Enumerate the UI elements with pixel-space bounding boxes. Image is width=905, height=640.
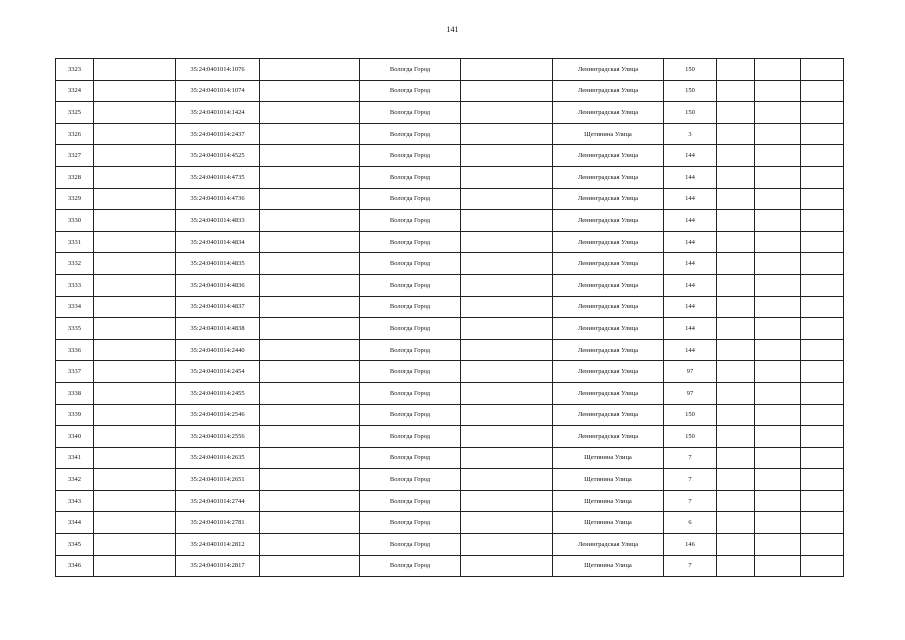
house-number-cell: 7	[664, 447, 717, 469]
table-row	[56, 555, 844, 577]
cadastral-number-cell: 35:24:0401014:2781	[176, 512, 260, 534]
city-cell: Вологда Город	[360, 555, 461, 577]
city-cell: Вологда Город	[360, 123, 461, 145]
row-number-cell: 3342	[56, 469, 94, 491]
row-number-cell: 3325	[56, 102, 94, 124]
table-row	[56, 426, 844, 448]
empty-cell	[801, 80, 844, 102]
table-row	[56, 145, 844, 167]
city-cell: Вологда Город	[360, 361, 461, 383]
cadastral-number-cell: 35:24:0401014:2454	[176, 361, 260, 383]
empty-cell	[801, 339, 844, 361]
city-cell: Вологда Город	[360, 490, 461, 512]
empty-cell	[755, 145, 801, 167]
row-number-cell: 3334	[56, 296, 94, 318]
row-number-cell: 3338	[56, 382, 94, 404]
empty-cell	[755, 382, 801, 404]
cadastral-number-cell: 35:24:0401014:4837	[176, 296, 260, 318]
house-number-cell: 150	[664, 426, 717, 448]
empty-cell	[260, 490, 360, 512]
house-number-cell: 144	[664, 253, 717, 275]
empty-cell	[260, 361, 360, 383]
empty-cell	[461, 166, 553, 188]
table-row	[56, 274, 844, 296]
house-number-cell: 7	[664, 555, 717, 577]
empty-cell	[94, 382, 176, 404]
row-number-cell: 3346	[56, 555, 94, 577]
house-number-cell: 150	[664, 404, 717, 426]
empty-cell	[717, 361, 755, 383]
cadastral-number-cell: 35:24:0401014:4836	[176, 274, 260, 296]
empty-cell	[755, 361, 801, 383]
empty-cell	[755, 512, 801, 534]
street-cell: Ленинградская Улица	[553, 296, 664, 318]
house-number-cell: 144	[664, 188, 717, 210]
empty-cell	[717, 534, 755, 556]
empty-cell	[717, 166, 755, 188]
empty-cell	[260, 339, 360, 361]
empty-cell	[461, 382, 553, 404]
empty-cell	[717, 274, 755, 296]
row-number-cell: 3336	[56, 339, 94, 361]
empty-cell	[94, 274, 176, 296]
row-number-cell: 3323	[56, 59, 94, 81]
empty-cell	[755, 274, 801, 296]
house-number-cell: 3	[664, 123, 717, 145]
table-body	[56, 59, 844, 577]
empty-cell	[801, 426, 844, 448]
empty-cell	[717, 123, 755, 145]
street-cell: Ленинградская Улица	[553, 534, 664, 556]
empty-cell	[755, 123, 801, 145]
empty-cell	[717, 59, 755, 81]
city-cell: Вологда Город	[360, 274, 461, 296]
empty-cell	[260, 447, 360, 469]
city-cell: Вологда Город	[360, 59, 461, 81]
empty-cell	[755, 253, 801, 275]
empty-cell	[94, 253, 176, 275]
row-number-cell: 3337	[56, 361, 94, 383]
empty-cell	[260, 102, 360, 124]
street-cell: Ленинградская Улица	[553, 80, 664, 102]
empty-cell	[801, 253, 844, 275]
empty-cell	[801, 296, 844, 318]
empty-cell	[755, 339, 801, 361]
cadastral-number-cell: 35:24:0401014:4735	[176, 166, 260, 188]
cadastral-number-cell: 35:24:0401014:2455	[176, 382, 260, 404]
cadastral-number-cell: 35:24:0401014:4834	[176, 231, 260, 253]
city-cell: Вологда Город	[360, 102, 461, 124]
row-number-cell: 3339	[56, 404, 94, 426]
empty-cell	[801, 469, 844, 491]
empty-cell	[461, 469, 553, 491]
street-cell: Ленинградская Улица	[553, 426, 664, 448]
street-cell: Ленинградская Улица	[553, 59, 664, 81]
row-number-cell: 3335	[56, 318, 94, 340]
cadastral-number-cell: 35:24:0401014:2812	[176, 534, 260, 556]
table-row	[56, 102, 844, 124]
empty-cell	[461, 123, 553, 145]
street-cell: Ленинградская Улица	[553, 253, 664, 275]
empty-cell	[260, 382, 360, 404]
empty-cell	[755, 469, 801, 491]
empty-cell	[755, 59, 801, 81]
empty-cell	[260, 404, 360, 426]
empty-cell	[260, 534, 360, 556]
cadastral-number-cell: 35:24:0401014:2635	[176, 447, 260, 469]
empty-cell	[260, 296, 360, 318]
table-row	[56, 231, 844, 253]
house-number-cell: 144	[664, 145, 717, 167]
empty-cell	[94, 59, 176, 81]
house-number-cell: 144	[664, 210, 717, 232]
city-cell: Вологда Город	[360, 210, 461, 232]
house-number-cell: 144	[664, 339, 717, 361]
cadastral-number-cell: 35:24:0401014:2556	[176, 426, 260, 448]
empty-cell	[801, 166, 844, 188]
street-cell: Ленинградская Улица	[553, 274, 664, 296]
empty-cell	[94, 210, 176, 232]
empty-cell	[461, 102, 553, 124]
empty-cell	[94, 296, 176, 318]
empty-cell	[260, 59, 360, 81]
table-row	[56, 188, 844, 210]
empty-cell	[461, 296, 553, 318]
row-number-cell: 3332	[56, 253, 94, 275]
table-row	[56, 210, 844, 232]
house-number-cell: 146	[664, 534, 717, 556]
empty-cell	[801, 102, 844, 124]
empty-cell	[94, 166, 176, 188]
empty-cell	[461, 447, 553, 469]
empty-cell	[755, 80, 801, 102]
empty-cell	[260, 318, 360, 340]
street-cell: Ленинградская Улица	[553, 339, 664, 361]
empty-cell	[801, 274, 844, 296]
empty-cell	[461, 145, 553, 167]
table-row	[56, 296, 844, 318]
city-cell: Вологда Город	[360, 512, 461, 534]
empty-cell	[461, 188, 553, 210]
empty-cell	[717, 145, 755, 167]
empty-cell	[801, 231, 844, 253]
empty-cell	[801, 210, 844, 232]
empty-cell	[260, 188, 360, 210]
empty-cell	[461, 490, 553, 512]
empty-cell	[717, 231, 755, 253]
empty-cell	[755, 102, 801, 124]
empty-cell	[94, 469, 176, 491]
empty-cell	[94, 404, 176, 426]
empty-cell	[461, 512, 553, 534]
empty-cell	[755, 296, 801, 318]
page-number: 141	[446, 25, 459, 34]
empty-cell	[260, 512, 360, 534]
empty-cell	[717, 447, 755, 469]
street-cell: Щетинина Улица	[553, 123, 664, 145]
empty-cell	[755, 231, 801, 253]
row-number-cell: 3331	[56, 231, 94, 253]
street-cell: Ленинградская Улица	[553, 145, 664, 167]
empty-cell	[260, 469, 360, 491]
empty-cell	[717, 426, 755, 448]
city-cell: Вологда Город	[360, 145, 461, 167]
empty-cell	[260, 253, 360, 275]
street-cell: Щетинина Улица	[553, 512, 664, 534]
table-row	[56, 123, 844, 145]
table-row	[56, 253, 844, 275]
house-number-cell: 144	[664, 231, 717, 253]
empty-cell	[717, 512, 755, 534]
table-row	[56, 382, 844, 404]
row-number-cell: 3333	[56, 274, 94, 296]
empty-cell	[801, 555, 844, 577]
city-cell: Вологда Город	[360, 426, 461, 448]
cadastral-number-cell: 35:24:0401014:2440	[176, 339, 260, 361]
row-number-cell: 3329	[56, 188, 94, 210]
city-cell: Вологда Город	[360, 188, 461, 210]
row-number-cell: 3326	[56, 123, 94, 145]
empty-cell	[717, 404, 755, 426]
street-cell: Ленинградская Улица	[553, 166, 664, 188]
cadastral-number-cell: 35:24:0401014:4835	[176, 253, 260, 275]
empty-cell	[260, 426, 360, 448]
city-cell: Вологда Город	[360, 339, 461, 361]
empty-cell	[94, 447, 176, 469]
table-row	[56, 361, 844, 383]
house-number-cell: 150	[664, 102, 717, 124]
city-cell: Вологда Город	[360, 80, 461, 102]
empty-cell	[461, 555, 553, 577]
house-number-cell: 144	[664, 296, 717, 318]
empty-cell	[801, 361, 844, 383]
empty-cell	[461, 253, 553, 275]
empty-cell	[94, 534, 176, 556]
empty-cell	[717, 188, 755, 210]
empty-cell	[801, 490, 844, 512]
empty-cell	[260, 274, 360, 296]
empty-cell	[755, 318, 801, 340]
row-number-cell: 3340	[56, 426, 94, 448]
house-number-cell: 6	[664, 512, 717, 534]
city-cell: Вологда Город	[360, 382, 461, 404]
empty-cell	[717, 102, 755, 124]
cadastral-number-cell: 35:24:0401014:1424	[176, 102, 260, 124]
empty-cell	[717, 253, 755, 275]
empty-cell	[461, 534, 553, 556]
house-number-cell: 150	[664, 80, 717, 102]
cadastral-number-cell: 35:24:0401014:2437	[176, 123, 260, 145]
empty-cell	[801, 447, 844, 469]
cadastral-number-cell: 35:24:0401014:4838	[176, 318, 260, 340]
row-number-cell: 3343	[56, 490, 94, 512]
table-row	[56, 512, 844, 534]
empty-cell	[755, 188, 801, 210]
empty-cell	[94, 339, 176, 361]
empty-cell	[717, 555, 755, 577]
empty-cell	[461, 80, 553, 102]
empty-cell	[801, 145, 844, 167]
empty-cell	[94, 490, 176, 512]
empty-cell	[461, 210, 553, 232]
house-number-cell: 97	[664, 382, 717, 404]
street-cell: Щетинина Улица	[553, 490, 664, 512]
empty-cell	[94, 426, 176, 448]
house-number-cell: 144	[664, 318, 717, 340]
street-cell: Ленинградская Улица	[553, 318, 664, 340]
table-row	[56, 166, 844, 188]
table-row	[56, 447, 844, 469]
cadastral-number-cell: 35:24:0401014:2744	[176, 490, 260, 512]
empty-cell	[461, 426, 553, 448]
table-row	[56, 318, 844, 340]
empty-cell	[260, 145, 360, 167]
street-cell: Щетинина Улица	[553, 447, 664, 469]
row-number-cell: 3341	[56, 447, 94, 469]
empty-cell	[717, 318, 755, 340]
empty-cell	[755, 166, 801, 188]
street-cell: Ленинградская Улица	[553, 404, 664, 426]
empty-cell	[801, 123, 844, 145]
empty-cell	[717, 296, 755, 318]
empty-cell	[801, 382, 844, 404]
empty-cell	[755, 534, 801, 556]
street-cell: Ленинградская Улица	[553, 361, 664, 383]
empty-cell	[801, 534, 844, 556]
city-cell: Вологда Город	[360, 447, 461, 469]
row-number-cell: 3330	[56, 210, 94, 232]
empty-cell	[94, 361, 176, 383]
empty-cell	[461, 339, 553, 361]
empty-cell	[461, 361, 553, 383]
table-row	[56, 469, 844, 491]
table-row	[56, 80, 844, 102]
table-row	[56, 534, 844, 556]
empty-cell	[94, 318, 176, 340]
empty-cell	[461, 404, 553, 426]
empty-cell	[717, 80, 755, 102]
house-number-cell: 150	[664, 59, 717, 81]
empty-cell	[94, 512, 176, 534]
empty-cell	[801, 404, 844, 426]
empty-cell	[461, 59, 553, 81]
empty-cell	[260, 123, 360, 145]
empty-cell	[755, 555, 801, 577]
empty-cell	[94, 102, 176, 124]
cadastral-number-cell: 35:24:0401014:1076	[176, 59, 260, 81]
house-number-cell: 7	[664, 469, 717, 491]
row-number-cell: 3328	[56, 166, 94, 188]
street-cell: Ленинградская Улица	[553, 231, 664, 253]
cadastral-number-cell: 35:24:0401014:4525	[176, 145, 260, 167]
cadastral-number-cell: 35:24:0401014:2651	[176, 469, 260, 491]
house-number-cell: 97	[664, 361, 717, 383]
empty-cell	[260, 80, 360, 102]
empty-cell	[755, 404, 801, 426]
empty-cell	[717, 339, 755, 361]
empty-cell	[94, 555, 176, 577]
empty-cell	[755, 210, 801, 232]
empty-cell	[94, 188, 176, 210]
empty-cell	[801, 512, 844, 534]
empty-cell	[801, 318, 844, 340]
street-cell: Ленинградская Улица	[553, 210, 664, 232]
cadastral-number-cell: 35:24:0401014:4833	[176, 210, 260, 232]
table-row	[56, 59, 844, 81]
street-cell: Ленинградская Улица	[553, 382, 664, 404]
house-number-cell: 144	[664, 166, 717, 188]
city-cell: Вологда Город	[360, 231, 461, 253]
empty-cell	[260, 210, 360, 232]
city-cell: Вологда Город	[360, 318, 461, 340]
street-cell: Щетинина Улица	[553, 555, 664, 577]
empty-cell	[94, 80, 176, 102]
cadastral-number-cell: 35:24:0401014:4736	[176, 188, 260, 210]
empty-cell	[717, 490, 755, 512]
city-cell: Вологда Город	[360, 404, 461, 426]
empty-cell	[801, 188, 844, 210]
empty-cell	[801, 59, 844, 81]
cadastral-number-cell: 35:24:0401014:2817	[176, 555, 260, 577]
row-number-cell: 3324	[56, 80, 94, 102]
empty-cell	[461, 231, 553, 253]
empty-cell	[755, 447, 801, 469]
city-cell: Вологда Город	[360, 166, 461, 188]
empty-cell	[94, 231, 176, 253]
city-cell: Вологда Город	[360, 534, 461, 556]
empty-cell	[260, 231, 360, 253]
empty-cell	[755, 490, 801, 512]
row-number-cell: 3344	[56, 512, 94, 534]
cadastral-number-cell: 35:24:0401014:2546	[176, 404, 260, 426]
house-number-cell: 144	[664, 274, 717, 296]
empty-cell	[260, 555, 360, 577]
street-cell: Ленинградская Улица	[553, 188, 664, 210]
empty-cell	[717, 382, 755, 404]
table-row	[56, 490, 844, 512]
registry-table	[55, 58, 844, 577]
empty-cell	[461, 274, 553, 296]
empty-cell	[94, 145, 176, 167]
street-cell: Щетинина Улица	[553, 469, 664, 491]
city-cell: Вологда Город	[360, 253, 461, 275]
house-number-cell: 7	[664, 490, 717, 512]
row-number-cell: 3327	[56, 145, 94, 167]
table-row	[56, 339, 844, 361]
empty-cell	[461, 318, 553, 340]
city-cell: Вологда Город	[360, 296, 461, 318]
table-row	[56, 404, 844, 426]
row-number-cell: 3345	[56, 534, 94, 556]
empty-cell	[260, 166, 360, 188]
city-cell: Вологда Город	[360, 469, 461, 491]
empty-cell	[755, 426, 801, 448]
empty-cell	[717, 469, 755, 491]
street-cell: Ленинградская Улица	[553, 102, 664, 124]
cadastral-number-cell: 35:24:0401014:1074	[176, 80, 260, 102]
empty-cell	[717, 210, 755, 232]
empty-cell	[94, 123, 176, 145]
